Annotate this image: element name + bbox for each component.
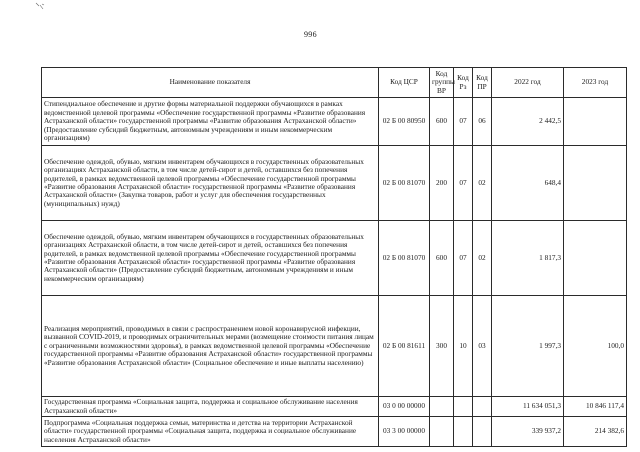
budget-table [41, 67, 627, 447]
row-name: Подпрограмма «Социальная поддержка семьи, материнства и детства на территории Астраханской области» государственной программы «Социальная защита, поддержка и социальное обслуживание населения Астраханской области» [42, 417, 379, 447]
row-2023 [564, 221, 627, 296]
row-pr: 02 [473, 221, 492, 296]
row-rz: 07 [454, 221, 473, 296]
row-2022: 11 634 051,3 [492, 397, 564, 417]
table-header-row [42, 68, 627, 98]
row-csr: 02 Б 00 81611 [379, 296, 430, 397]
row-2022: 2 442,5 [492, 98, 564, 146]
row-2022: 1 817,3 [492, 221, 564, 296]
row-csr: 03 3 00 00000 [379, 417, 430, 447]
row-vr [430, 417, 454, 447]
header-pr: Код ПР [473, 68, 492, 98]
row-csr: 02 Б 00 80950 [379, 98, 430, 146]
header-2022: 2022 год [492, 68, 564, 98]
row-vr: 200 [430, 146, 454, 221]
row-name: Обеспечение одеждой, обувью, мягким инвентарем обучающихся в государственных образовательных организациях Астраханской области, в том числе детей-сирот и детей, оставшихся без попечения родителей, в рамках ведомственной целевой программы «Обеспечение государственной программы «Развитие образования Астраханской области» государственной программы «Развитие образования Астраханской области» (Предоставление субсидий бюджетным, автономным учреждениям и иным некоммерческим организациям) [42, 221, 379, 296]
header-csr: Код ЦСР [379, 68, 430, 98]
row-csr: 02 Б 00 81070 [379, 221, 430, 296]
row-pr [473, 417, 492, 447]
row-rz [454, 417, 473, 447]
row-rz: 07 [454, 98, 473, 146]
row-name: Реализация мероприятий, проводимых в связи с распространением новой коронавирусной инфекции, вызванной COVID-2019, и проводимых ограничительных мерами (возмещение стоимости питания лицам с ограниченными возможностями здоровья), в рамках ведомственной целевой программы «Обеспечение государственной программы «Развитие образования Астраханской области» государственной программы «Развитие образования Астраханской области» (Социальное обеспечение и иные выплаты населению) [42, 296, 379, 397]
row-2022: 1 997,3 [492, 296, 564, 397]
row-name: Обеспечение одеждой, обувью, мягким инвентарем обучающихся в государственных образовательных организациях Астраханской области, в том числе детей-сирот и детей, оставшихся без попечения родителей, в рамках ведомственной целевой программы «Обеспечение государственной программы «Развитие образования Астраханской области» государственной программы «Развитие образования Астраханской области» (Закупка товаров, работ и услуг для обеспечения государственных (муниципальных) нужд) [42, 146, 379, 221]
row-vr: 600 [430, 98, 454, 146]
row-2023 [564, 146, 627, 221]
table-row [42, 296, 627, 397]
row-csr: 03 0 00 00000 [379, 397, 430, 417]
row-rz [454, 397, 473, 417]
row-name: Государственная программа «Социальная защита, поддержка и социальное обслуживание населения Астраханской области» [42, 397, 379, 417]
row-rz: 07 [454, 146, 473, 221]
table-row [42, 146, 627, 221]
header-vr: Код группы ВР [430, 68, 454, 98]
row-pr [473, 397, 492, 417]
row-vr [430, 397, 454, 417]
header-rz: Код Рз [454, 68, 473, 98]
row-csr: 02 Б 00 81070 [379, 146, 430, 221]
table-row [42, 98, 627, 146]
row-2022: 339 937,2 [492, 417, 564, 447]
table-row [42, 397, 627, 417]
row-2023: 214 382,6 [564, 417, 627, 447]
row-2022: 648,4 [492, 146, 564, 221]
row-vr: 600 [430, 221, 454, 296]
header-2023: 2023 год [564, 68, 627, 98]
row-2023: 10 846 117,4 [564, 397, 627, 417]
table-row [42, 221, 627, 296]
row-vr: 300 [430, 296, 454, 397]
table-row [42, 417, 627, 447]
page-number: 996 [304, 30, 317, 39]
scan-corner-mark [34, 2, 48, 12]
row-pr: 03 [473, 296, 492, 397]
row-pr: 06 [473, 98, 492, 146]
row-name: Стипендиальное обеспечение и другие формы материальной поддержки обучающихся в рамках ведомственной целевой программы «Обеспечение государственной программы «Развитие образования Астраханской области» государственной программы «Развитие образования Астраханской области» (Предоставление субсидий бюджетным, автономным учреждениям и иным некоммерческим организациям) [42, 98, 379, 146]
row-2023 [564, 98, 627, 146]
header-name: Наименование показателя [42, 68, 379, 98]
row-rz: 10 [454, 296, 473, 397]
row-pr: 02 [473, 146, 492, 221]
row-2023: 100,0 [564, 296, 627, 397]
